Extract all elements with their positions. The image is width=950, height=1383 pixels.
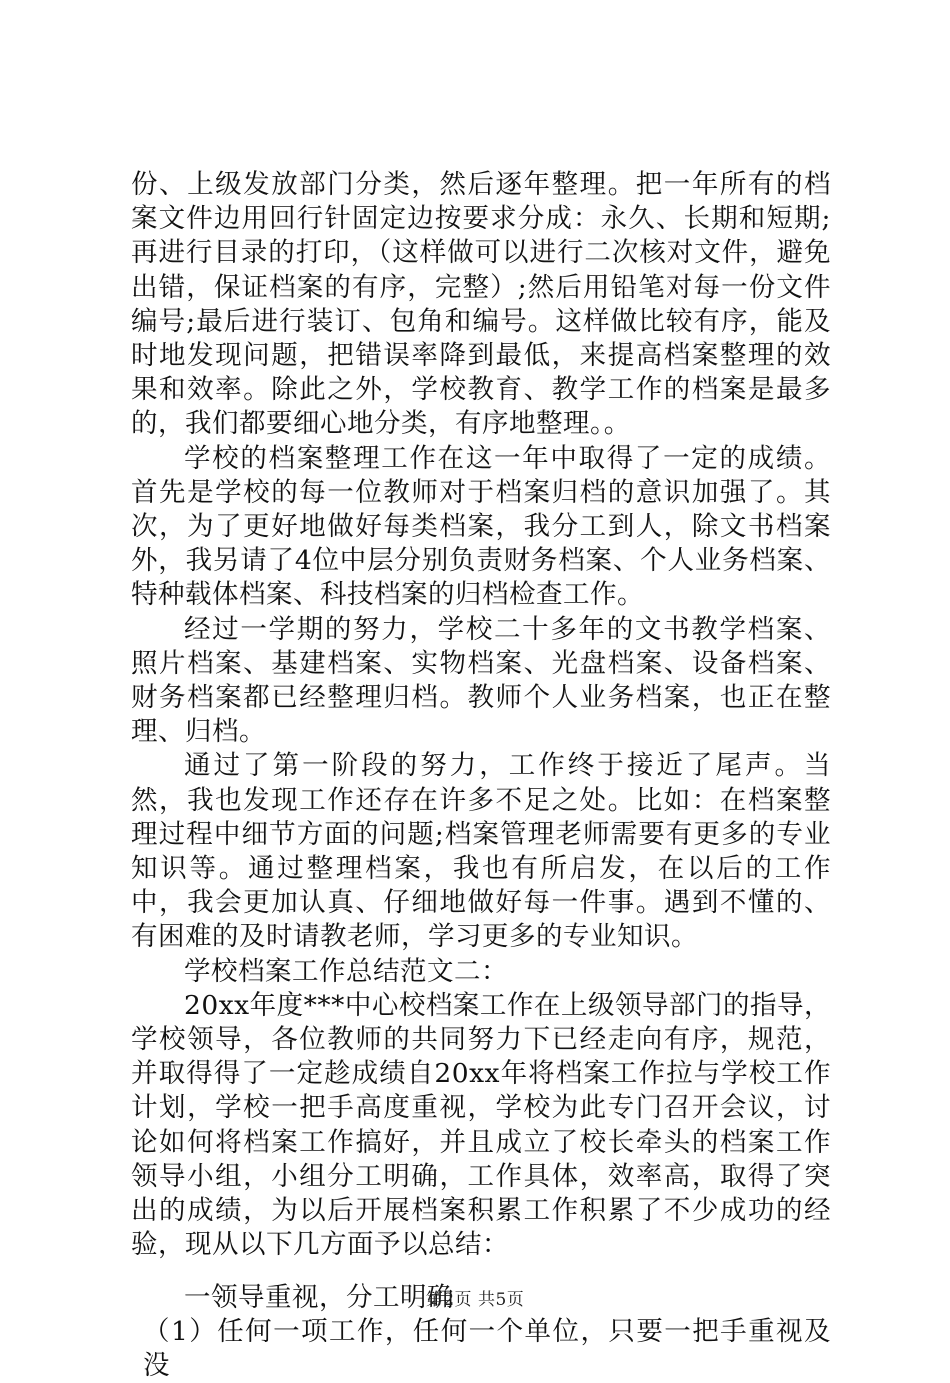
page-number-footer: 第2页 共5页: [425, 1290, 525, 1310]
paragraph-annual-summary: 20xx年度***中心校档案工作在上级领导部门的指导，学校领导，各位教师的共同努力下已经走向有序，规范，并取得得了一定趁成绩自20xx年将档案工作拉与学校工作计划，学校一把手高度重视，学校为此专门召开会议，讨论如何将档案工作搞好，并且成立了校长牵头的档案工作领导小组，小组分工明确，工作具体，效率高，取得了突出的成绩，为以后开展档案积累工作积累了不少成功的经验，现从以下几方面予以总结：: [131, 989, 831, 1261]
list-item-1: （1）任何一项工作，任何一个单位，只要一把手重视及没: [143, 1315, 831, 1381]
paragraph-achievements: 学校的档案整理工作在这一年中取得了一定的成绩。首先是学校的每一位教师对于档案归档的意识加强了。其次，为了更好地做好每类档案，我分工到人，除文书档案外，我另请了4位中层分别负责财务档案、个人业务档案、特种载体档案、科技档案的归档检查工作。: [131, 442, 831, 611]
paragraph-semester-effort: 经过一学期的努力，学校二十多年的文书教学档案、照片档案、基建档案、实物档案、光盘档案、设备档案、财务档案都已经整理归档。教师个人业务档案，也正在整理、归档。: [131, 613, 831, 748]
sample-two-title: 学校档案工作总结范文二：: [184, 955, 508, 987]
document-body: [131, 168, 831, 1383]
paragraph-archive-method: 份、上级发放部门分类，然后逐年整理。把一年所有的档案文件边用回行针固定边按要求分成：永久、长期和短期;再进行目录的打印，（这样做可以进行二次核对文件，避免出错，保证档案的有序，完整）;然后用铅笔对每一份文件编号;最后进行装订、包角和编号。这样做比较有序，能及时地发现问题，把错误率降到最低，来提高档案整理的效果和效率。除此之外，学校教育、教学工作的档案是最多的，我们都要细心地分类，有序地整理。。: [131, 169, 831, 440]
section-heading: 一领导重视，分工明确: [184, 1281, 454, 1313]
paragraph-shortcomings: 通过了第一阶段的努力，工作终于接近了尾声。当然，我也发现工作还存在许多不足之处。比如：在档案整理过程中细节方面的问题;档案管理老师需要有更多的专业知识等。通过整理档案，我也有所启发，在以后的工作中，我会更加认真、仔细地做好每一件事。遇到不懂的、有困难的及时请教老师，学习更多的专业知识。: [131, 750, 831, 953]
